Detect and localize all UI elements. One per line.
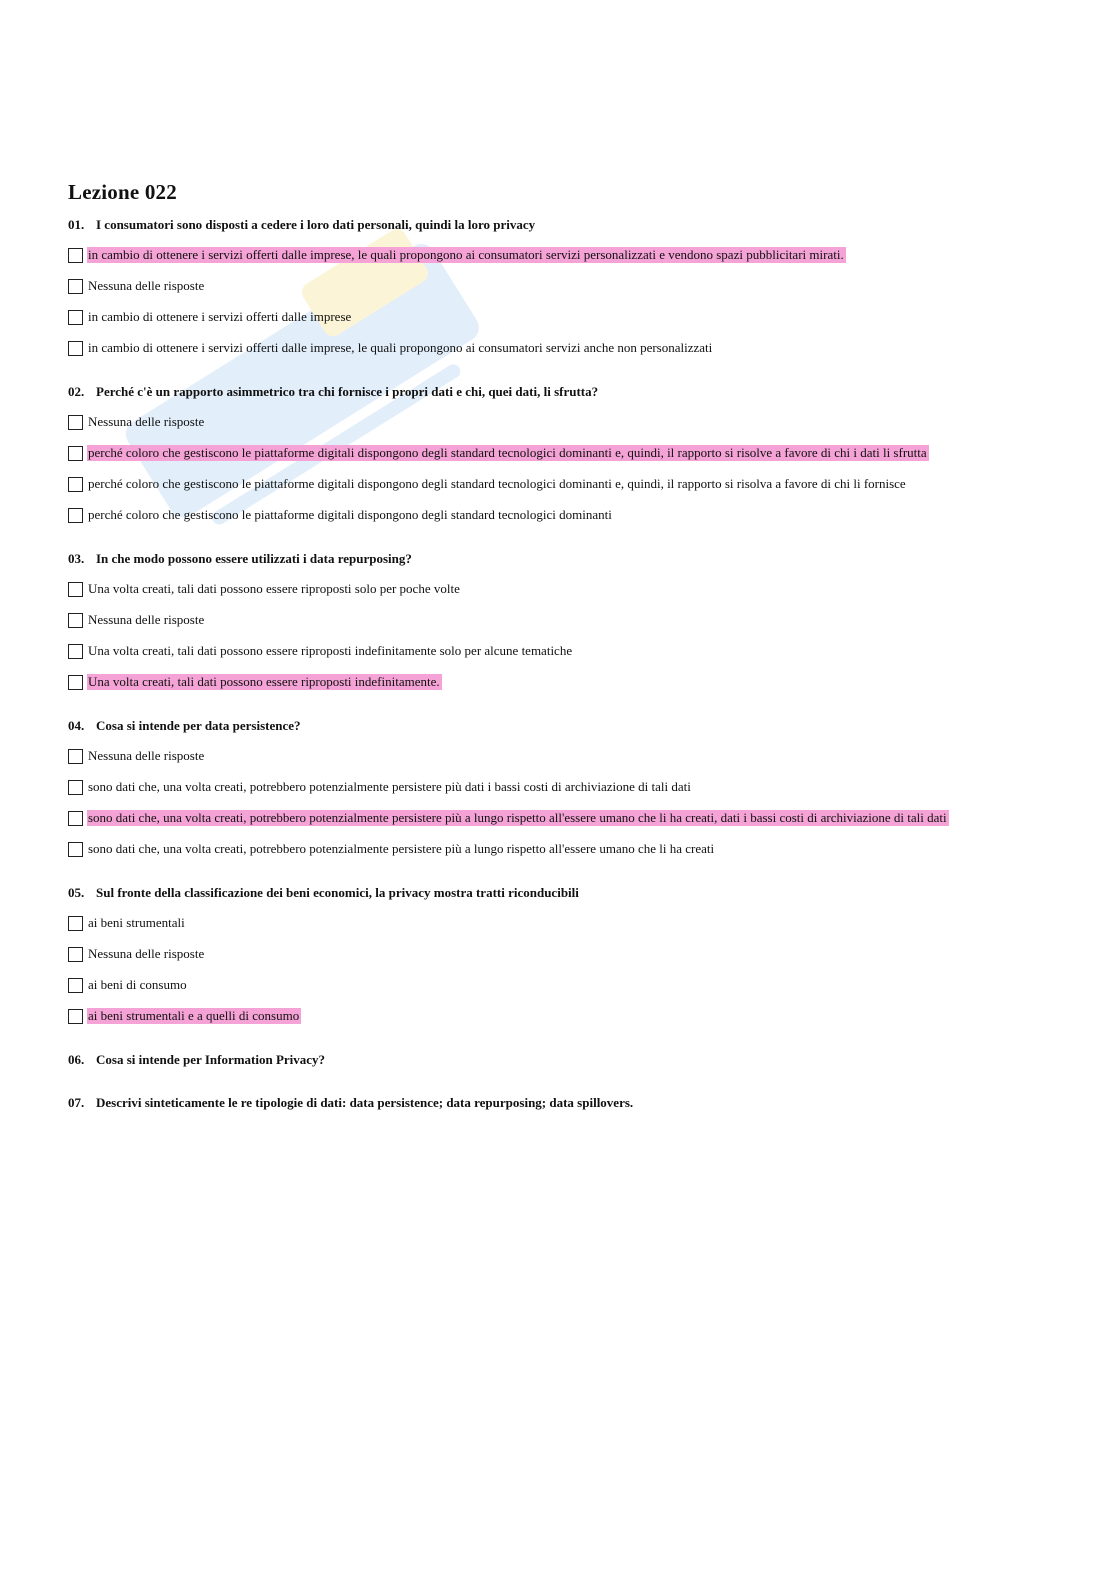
answer-checkbox[interactable] — [68, 644, 83, 659]
question-text — [68, 382, 1056, 402]
answer-option[interactable] — [68, 306, 1056, 328]
document-body — [68, 180, 1056, 1136]
question-spacer — [68, 702, 1056, 716]
question-3 — [68, 549, 1056, 716]
answer-checkbox[interactable] — [68, 310, 83, 325]
answer-checkbox[interactable] — [68, 613, 83, 628]
answer-text-highlighted: in cambio di ottenere i servizi offerti dalle imprese, le quali propongono ai consumatori servizi personalizzati e vendono spazi pubblicitari mirati. — [88, 247, 844, 262]
question-number: 03. — [68, 551, 85, 566]
question-text — [68, 716, 1056, 736]
answer-checkbox[interactable] — [68, 341, 83, 356]
answer-option[interactable] — [68, 473, 1056, 495]
answer-checkbox[interactable] — [68, 675, 83, 690]
question-label: Descrivi sinteticamente le re tipologie di dati: data persistence; data repurposing; data spillovers. — [96, 1095, 634, 1110]
answer-checkbox[interactable] — [68, 978, 83, 993]
question-text — [68, 1050, 1056, 1070]
question-text — [68, 1093, 1056, 1113]
answer-option[interactable] — [68, 609, 1056, 631]
answer-checkbox[interactable] — [68, 749, 83, 764]
answer-text: Una volta creati, tali dati possono essere riproposti indefinitamente solo per alcune tematiche — [88, 643, 573, 658]
question-text — [68, 883, 1056, 903]
answer-checkbox[interactable] — [68, 842, 83, 857]
answer-option[interactable] — [68, 776, 1056, 798]
question-label: Cosa si intende per Information Privacy? — [96, 1052, 326, 1067]
answer-checkbox[interactable] — [68, 780, 83, 795]
question-text — [68, 215, 1056, 235]
answer-option[interactable] — [68, 1005, 1056, 1027]
answer-text: Nessuna delle risposte — [88, 414, 205, 429]
answer-option[interactable] — [68, 745, 1056, 767]
answer-option[interactable] — [68, 411, 1056, 433]
answer-checkbox[interactable] — [68, 279, 83, 294]
answer-option[interactable] — [68, 838, 1056, 860]
question-spacer — [68, 869, 1056, 883]
question-7 — [68, 1093, 1056, 1136]
answer-text-highlighted: ai beni strumentali e a quelli di consumo — [88, 1008, 300, 1023]
answer-option[interactable] — [68, 337, 1056, 359]
answer-option[interactable] — [68, 807, 1056, 829]
answer-text: ai beni di consumo — [88, 977, 187, 992]
answer-checkbox[interactable] — [68, 415, 83, 430]
question-spacer — [68, 535, 1056, 549]
answer-option[interactable] — [68, 275, 1056, 297]
question-number: 05. — [68, 885, 85, 900]
question-number: 07. — [68, 1095, 85, 1110]
answer-checkbox[interactable] — [68, 582, 83, 597]
answer-text: in cambio di ottenere i servizi offerti dalle imprese, le quali propongono ai consumatori servizi anche non personalizzati — [88, 340, 713, 355]
answer-text-highlighted: perché coloro che gestiscono le piattaforme digitali dispongono degli standard tecnologici dominanti e, quindi, il rapporto si risolve a favore di chi i dati li sfrutta — [88, 445, 927, 460]
answer-text: Nessuna delle risposte — [88, 612, 205, 627]
answer-checkbox[interactable] — [68, 508, 83, 523]
answer-text: Nessuna delle risposte — [88, 748, 205, 763]
lesson-title: Lezione 022 — [68, 180, 177, 204]
question-label: I consumatori sono disposti a cedere i loro dati personali, quindi la loro privacy — [96, 217, 536, 232]
answer-text: perché coloro che gestiscono le piattaforme digitali dispongono degli standard tecnologici dominanti e, quindi, il rapporto si risolva a favore di chi li fornisce — [88, 476, 906, 491]
answer-text: sono dati che, una volta creati, potrebbero potenzialmente persistere più dati i bassi costi di archiviazione di tali dati — [88, 779, 691, 794]
answer-text: Nessuna delle risposte — [88, 946, 205, 961]
answer-text: ai beni strumentali — [88, 915, 185, 930]
question-number: 01. — [68, 217, 85, 232]
answer-option[interactable] — [68, 912, 1056, 934]
answer-option[interactable] — [68, 244, 1056, 266]
question-spacer — [68, 1036, 1056, 1050]
question-spacer — [68, 368, 1056, 382]
answer-text: in cambio di ottenere i servizi offerti dalle imprese — [88, 309, 352, 324]
answer-option[interactable] — [68, 974, 1056, 996]
answer-checkbox[interactable] — [68, 947, 83, 962]
answer-checkbox[interactable] — [68, 1009, 83, 1024]
question-number: 06. — [68, 1052, 85, 1067]
question-spacer — [68, 1079, 1056, 1093]
answer-text: perché coloro che gestiscono le piattaforme digitali dispongono degli standard tecnologici dominanti — [88, 507, 612, 522]
answer-text: Una volta creati, tali dati possono essere riproposti solo per poche volte — [88, 581, 460, 596]
question-1 — [68, 215, 1056, 382]
question-label: In che modo possono essere utilizzati i data repurposing? — [96, 551, 412, 566]
question-4 — [68, 716, 1056, 883]
question-label: Sul fronte della classificazione dei beni economici, la privacy mostra tratti riconducibili — [96, 885, 579, 900]
answer-checkbox[interactable] — [68, 811, 83, 826]
question-number: 02. — [68, 384, 85, 399]
answer-checkbox[interactable] — [68, 916, 83, 931]
answer-option[interactable] — [68, 943, 1056, 965]
answer-text-highlighted: Una volta creati, tali dati possono essere riproposti indefinitamente. — [88, 674, 440, 689]
answer-checkbox[interactable] — [68, 248, 83, 263]
answer-text: Nessuna delle risposte — [88, 278, 205, 293]
question-list — [68, 215, 1056, 1136]
answer-checkbox[interactable] — [68, 477, 83, 492]
question-2 — [68, 382, 1056, 549]
answer-option[interactable] — [68, 504, 1056, 526]
question-5 — [68, 883, 1056, 1050]
answer-text-highlighted: sono dati che, una volta creati, potrebbero potenzialmente persistere più a lungo rispetto all'essere umano che li ha creati, dati i bassi costi di archiviazione di tali dati — [88, 810, 947, 825]
question-text — [68, 549, 1056, 569]
question-6 — [68, 1050, 1056, 1093]
question-spacer — [68, 1122, 1056, 1136]
answer-text: sono dati che, una volta creati, potrebbero potenzialmente persistere più a lungo rispetto all'essere umano che li ha creati — [88, 841, 715, 856]
question-label: Cosa si intende per data persistence? — [96, 718, 301, 733]
question-number: 04. — [68, 718, 85, 733]
answer-option[interactable] — [68, 640, 1056, 662]
answer-option[interactable] — [68, 578, 1056, 600]
answer-option[interactable] — [68, 442, 1056, 464]
answer-checkbox[interactable] — [68, 446, 83, 461]
answer-option[interactable] — [68, 671, 1056, 693]
question-label: Perché c'è un rapporto asimmetrico tra chi fornisce i propri dati e chi, quei dati, li sfrutta? — [96, 384, 599, 399]
